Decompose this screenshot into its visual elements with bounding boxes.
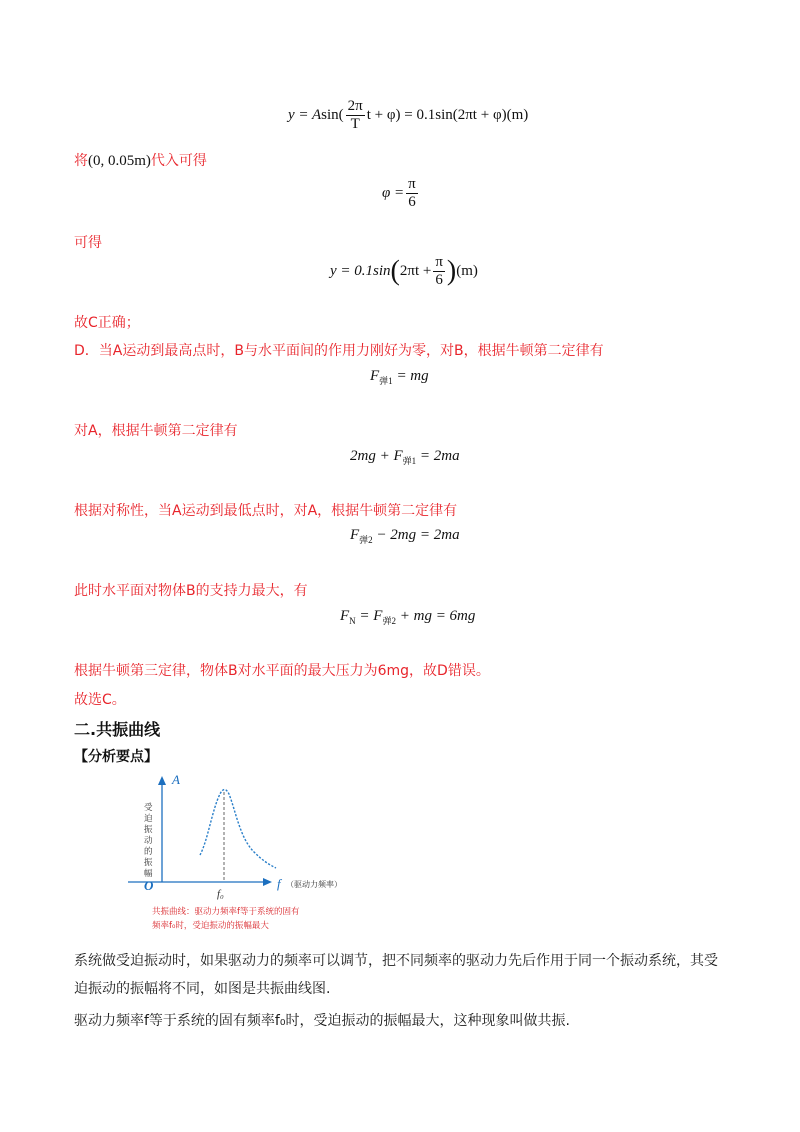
eq-sub: 弹1 [379,376,393,386]
resonance-curve-figure [120,770,380,940]
figure-caption-line1: 共振曲线：驱动力频率f等于系统的固有 [152,907,300,917]
equation-f1 [370,368,429,387]
eq-inner: 2πt + [399,262,432,279]
eq-unit: (m) [456,262,478,279]
equation-a-bottom [350,527,460,546]
text-pre: 将 [74,153,88,169]
y-axis-label: A [172,772,180,787]
text-post: 代入可得 [150,153,207,169]
text-c-correct: 故C正确； [74,315,140,331]
y-label-char: 的 [144,847,153,857]
x-axis-label: f [277,876,281,891]
eq-rest: t + φ) = 0.1sin(2πt + φ)(m) [366,106,529,123]
eq-sub2: 弹2 [382,616,396,626]
text-for-a: 对A，根据牛顿第二定律有 [74,423,238,439]
y-axis-vertical-label [144,802,153,879]
eq-lhs: 2mg + F [350,448,403,464]
y-label-char: 动 [144,836,153,846]
y-label-char: 迫 [144,814,153,824]
fraction-num: π [435,254,443,270]
eq-rhs: = mg [396,368,429,384]
fraction-den: 6 [435,272,443,288]
point-value: (0, 0.05m) [88,153,151,169]
text-kede: 可得 [74,235,102,251]
eq-mid: = F [359,608,383,624]
eq-sub: 弹2 [359,535,373,545]
origin-label: O [144,878,154,893]
fraction-num: 2π [347,98,363,114]
resonance-curve [200,790,276,869]
equation-a-top [350,448,460,467]
eq-sub: 弹1 [402,456,417,466]
y-axis-arrow [158,776,166,785]
paragraph-2: 驱动力频率f等于系统的固有频率f₀时，受迫振动的振幅最大，这种现象叫做共振. [74,1013,570,1029]
figure-caption-line2: 频率f₀时，受迫振动的振幅最大 [152,921,269,931]
y-label-char: 受 [144,803,153,813]
paragraph-1-cont: 迫振动的振幅将不同，如图是共振曲线图. [74,981,331,997]
x-axis-arrow [263,878,272,886]
eq-F: F [350,527,360,543]
y-label-char: 振 [144,858,153,868]
section-title: 二.共振曲线 [74,720,161,739]
equation-phi [382,176,420,211]
equation-normal-force [340,608,475,627]
fraction-den: T [350,116,360,132]
text-support: 此时水平面对物体B的支持力最大，有 [74,583,308,599]
text-third-law: 根据牛顿第三定律，物体B对水平面的最大压力为6mg，故D错误。 [74,663,490,679]
eq-F: F [340,608,350,624]
f0-label: f₀ [217,888,224,900]
y-label-char: 振 [144,825,153,835]
eq-rhs: − 2mg = 2ma [376,527,460,543]
equation-displacement [288,98,528,133]
eq-lhs: φ = [382,184,405,201]
text-choose: 故选C。 [74,692,126,708]
substitute-line [74,150,207,170]
eq-lhs: y = A [288,106,322,123]
text-d-intro: D．当A运动到最高点时，B与水平面间的作用力刚好为零，对B，根据牛顿第二定律有 [74,343,604,359]
eq-F: F [370,368,380,384]
fraction-den: 6 [408,194,416,210]
eq-sub: N [349,616,356,626]
x-axis-note: （驱动力频率） [286,880,342,889]
fraction [346,98,365,133]
fraction [433,254,445,289]
fraction-num: π [408,176,416,192]
paragraph-1: 系统做受迫振动时，如果驱动力的频率可以调节，把不同频率的驱动力先后作用于同一个振动系统，其受 [74,953,718,969]
equation-y-final: y = 0.1sin(2πt + $\frac{\pi}{6}$ )(m) [330,254,478,288]
eq-rhs: + mg = 6mg [399,608,476,624]
eq-rhs: = 2ma [419,448,460,464]
fraction [406,176,418,211]
text-symmetry: 根据对称性，当A运动到最低点时，对A，根据牛顿第二定律有 [74,503,458,519]
y-label-char: 幅 [144,869,153,879]
eq-lhs: y = 0.1sin [330,262,391,279]
eq-sin: sin( [321,106,344,123]
sub-title: 【分析要点】 [74,749,158,765]
